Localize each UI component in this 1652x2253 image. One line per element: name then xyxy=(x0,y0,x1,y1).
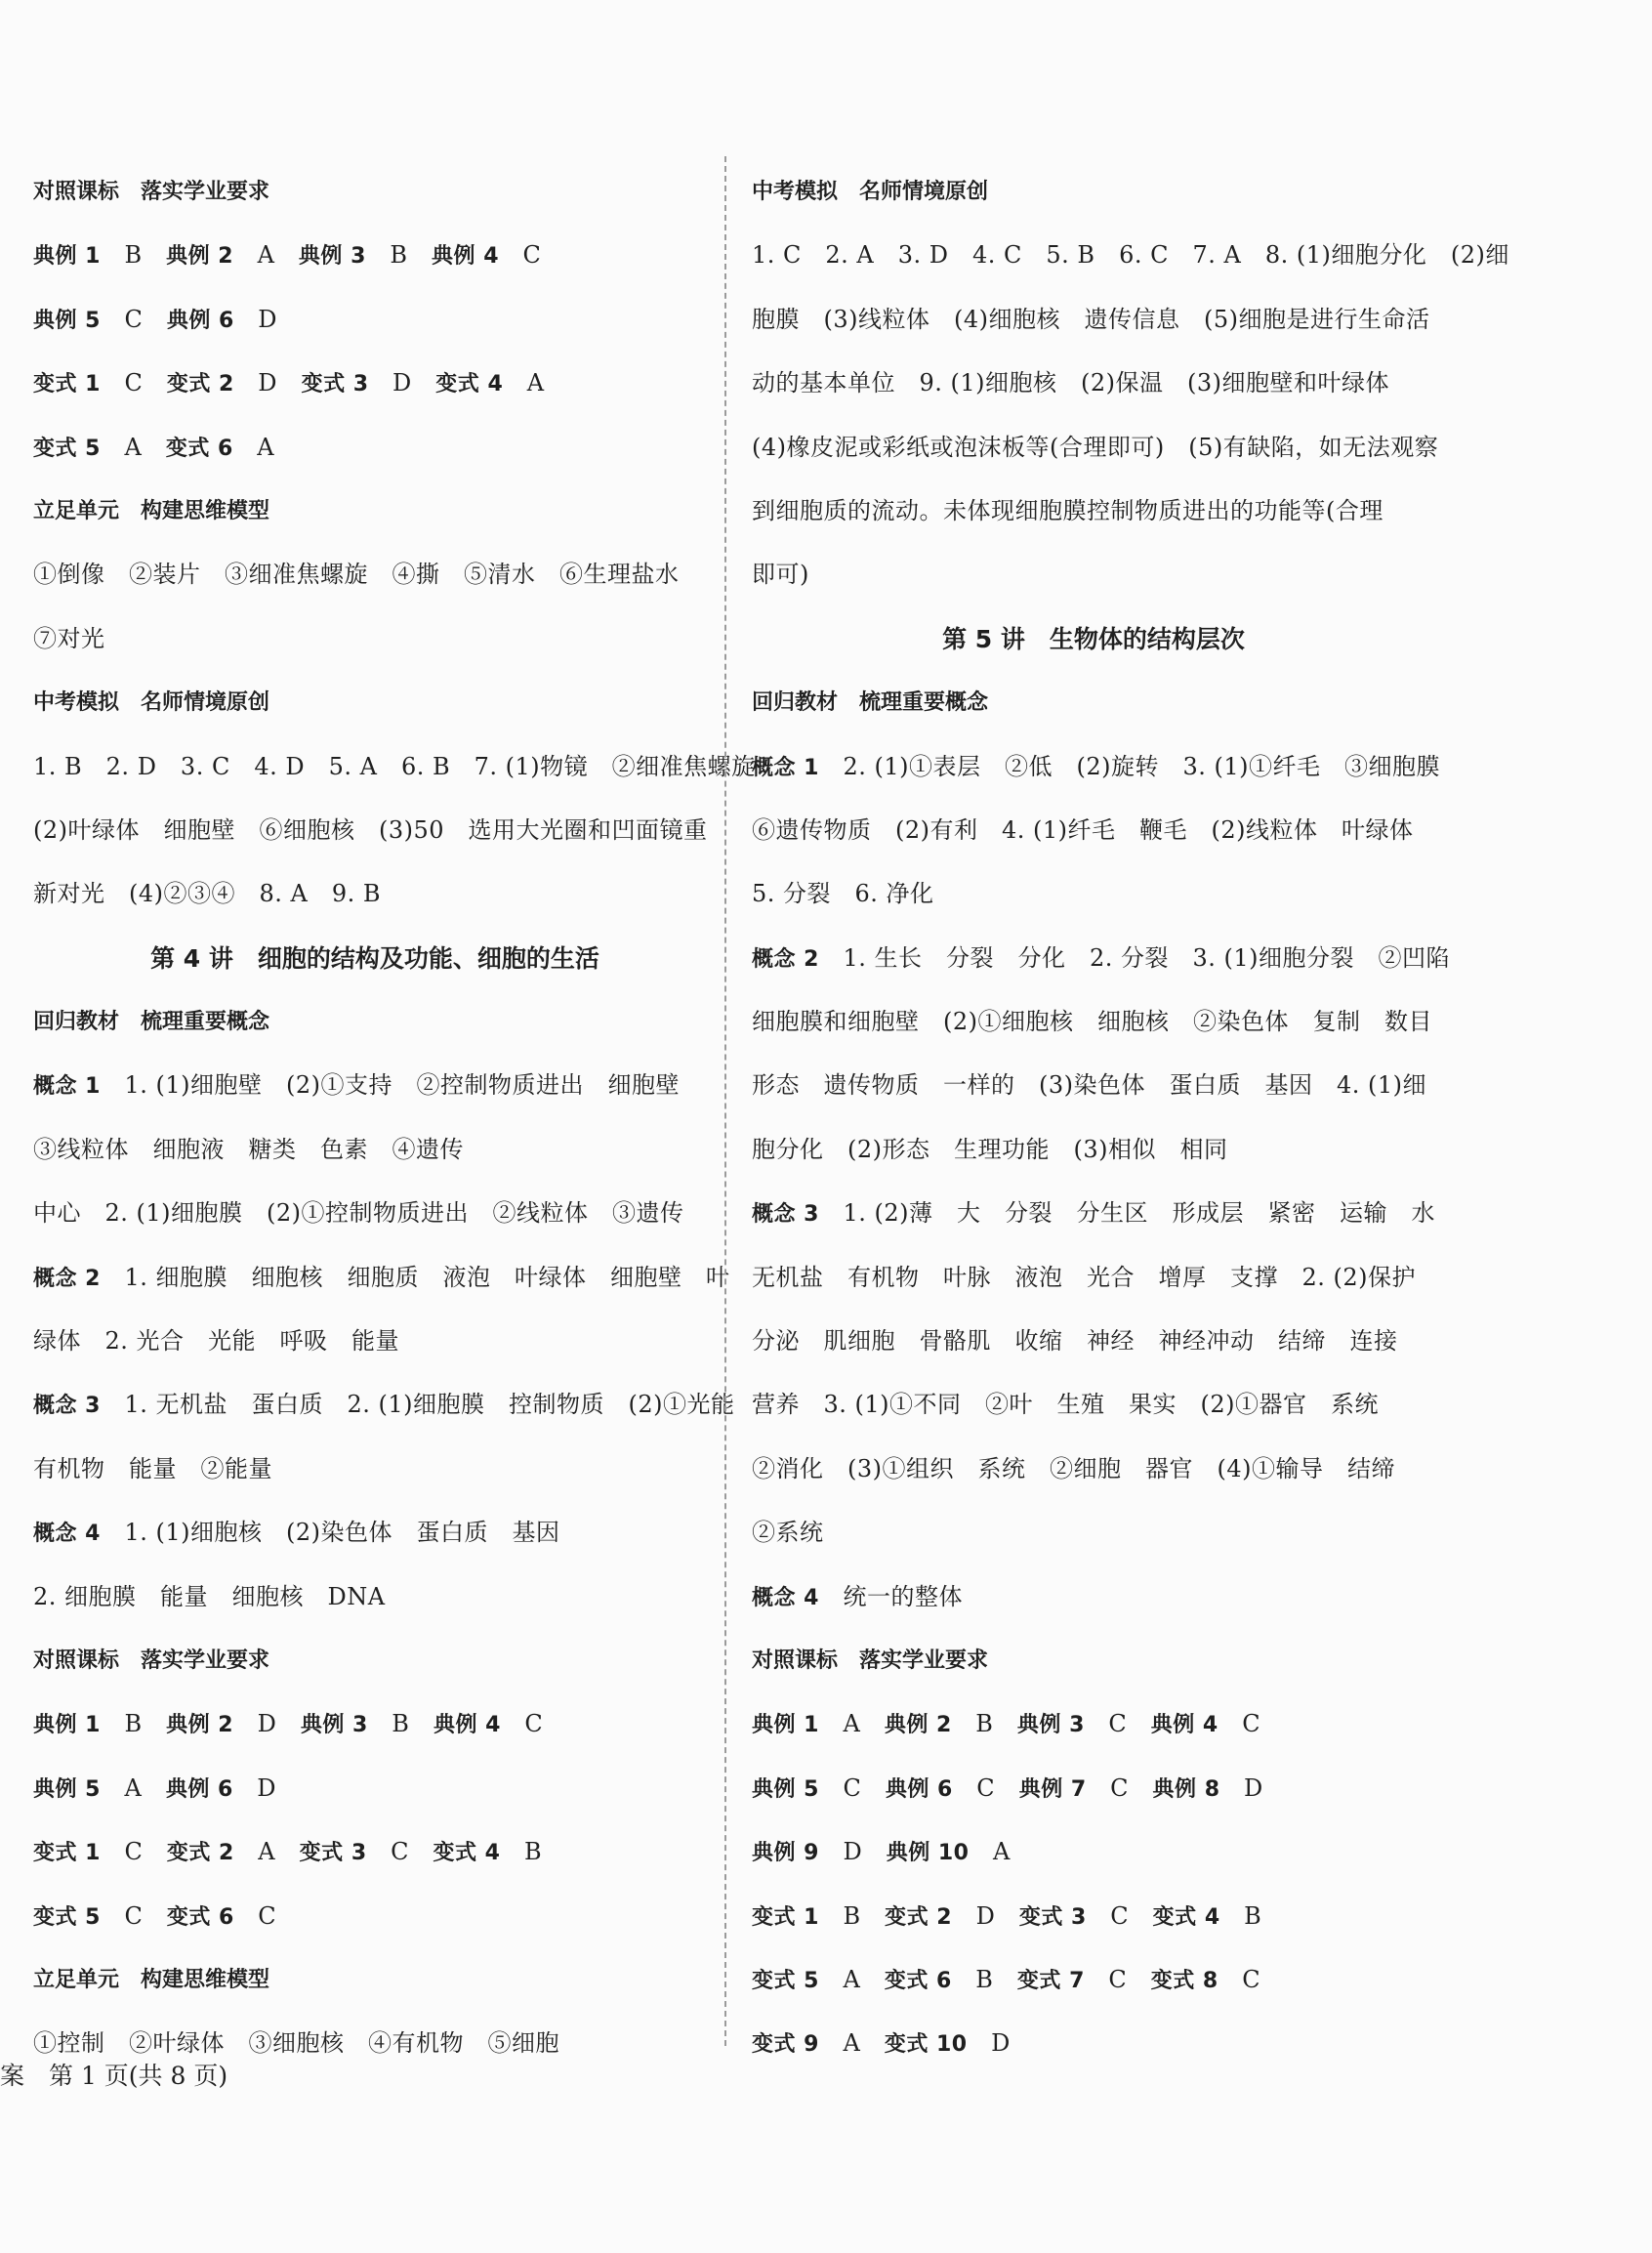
column-divider xyxy=(724,156,726,2046)
section-heading: 回归教材 梳理重要概念 xyxy=(33,1010,270,1035)
answer-line: 典例 1 A 典例 2 B 典例 3 C 典例 4 C xyxy=(752,1710,1261,1738)
answer-line: 动的基本单位 9. (1)细胞核 (2)保温 (3)细胞壁和叶绿体 xyxy=(752,369,1390,397)
answer-line: 有机物 能量 ②能量 xyxy=(33,1454,272,1482)
answer-line: 中心 2. (1)细胞膜 (2)①控制物质进出 ②线粒体 ③遗传 xyxy=(33,1199,684,1228)
answer-line: 胞膜 (3)线粒体 (4)细胞核 遗传信息 (5)细胞是进行生命活 xyxy=(752,305,1430,333)
answer-line: 概念 1 1. (1)细胞壁 (2)①支持 ②控制物质进出 细胞壁 xyxy=(33,1071,680,1100)
answer-line: ②系统 xyxy=(752,1519,824,1547)
chapter-title: 第 4 讲 细胞的结构及功能、细胞的生活 xyxy=(150,943,599,973)
answer-line: 细胞膜和细胞壁 (2)①细胞核 细胞核 ②染色体 复制 数目 xyxy=(752,1008,1432,1036)
answer-line: (2)叶绿体 细胞壁 ⑥细胞核 (3)50 选用大光圈和凹面镜重 xyxy=(33,815,708,844)
page-footer: 案 第 1 页(共 8 页) xyxy=(0,2062,228,2090)
section-heading: 立足单元 构建思维模型 xyxy=(33,1967,270,1992)
answer-line: 典例 5 A 典例 6 D xyxy=(33,1773,277,1802)
answer-line: ⑥遗传物质 (2)有利 4. (1)纤毛 鞭毛 (2)线粒体 叶绿体 xyxy=(752,815,1414,844)
answer-line: 概念 4 统一的整体 xyxy=(752,1582,963,1610)
answer-line: (4)橡皮泥或彩纸或泡沫板等(合理即可) (5)有缺陷，如无法观察 xyxy=(752,433,1439,461)
answer-line: 概念 4 1. (1)细胞核 (2)染色体 蛋白质 基因 xyxy=(33,1519,560,1547)
right-column xyxy=(752,160,1509,2076)
section-heading: 回归教材 梳理重要概念 xyxy=(752,690,989,716)
answer-line: 变式 1 C 变式 2 D 变式 3 D 变式 4 A xyxy=(33,369,545,397)
answer-line: 营养 3. (1)①不同 ②叶 生殖 果实 (2)①器官 系统 xyxy=(752,1391,1380,1419)
answer-line: 典例 9 D 典例 10 A xyxy=(752,1838,1011,1866)
answer-line: 概念 2 1. 细胞膜 细胞核 细胞质 液泡 叶绿体 细胞壁 叶 xyxy=(33,1263,730,1291)
answer-line: 概念 2 1. 生长 分裂 分化 2. 分裂 3. (1)细胞分裂 ②凹陷 xyxy=(752,943,1451,972)
section-heading: 中考模拟 名师情境原创 xyxy=(33,690,270,716)
section-heading: 立足单元 构建思维模型 xyxy=(33,498,270,523)
answer-line: 5. 分裂 6. 净化 xyxy=(752,880,934,908)
section-heading: 对照课标 落实学业要求 xyxy=(33,1648,270,1673)
answer-line: ③线粒体 细胞液 糖类 色素 ④遗传 xyxy=(33,1135,464,1163)
answer-line: 典例 5 C 典例 6 D xyxy=(33,305,278,333)
answer-line: 变式 9 A 变式 10 D xyxy=(752,2029,1011,2058)
answer-line: 典例 1 B 典例 2 D 典例 3 B 典例 4 C xyxy=(33,1710,544,1738)
answer-line: 胞分化 (2)形态 生理功能 (3)相似 相同 xyxy=(752,1135,1228,1163)
section-heading: 中考模拟 名师情境原创 xyxy=(752,180,989,204)
answer-line: 1. C 2. A 3. D 4. C 5. B 6. C 7. A 8. (1)细胞分化 (2)细 xyxy=(752,241,1509,270)
answer-line: 概念 1 2. (1)①表层 ②低 (2)旋转 3. (1)①纤毛 ③细胞膜 xyxy=(752,752,1441,780)
answer-line: 即可) xyxy=(752,561,809,589)
answer-line: 概念 3 1. (2)薄 大 分裂 分生区 形成层 紧密 运输 水 xyxy=(752,1199,1435,1228)
answer-line: ①控制 ②叶绿体 ③细胞核 ④有机物 ⑤细胞 xyxy=(33,2029,559,2058)
section-heading: 对照课标 落实学业要求 xyxy=(752,1648,989,1673)
answer-line: ⑦对光 xyxy=(33,624,105,652)
left-column xyxy=(33,160,756,2076)
answer-line: 分泌 肌细胞 骨骼肌 收缩 神经 神经冲动 结缔 连接 xyxy=(752,1327,1398,1356)
answer-line: 变式 1 B 变式 2 D 变式 3 C 变式 4 B xyxy=(752,1901,1262,1930)
answer-line: 1. B 2. D 3. C 4. D 5. A 6. B 7. (1)物镜 ②细准焦螺旋 xyxy=(33,752,756,780)
answer-line: 新对光 (4)②③④ 8. A 9. B xyxy=(33,880,382,908)
answer-line: 2. 细胞膜 能量 细胞核 DNA xyxy=(33,1582,386,1610)
answer-line: 形态 遗传物质 一样的 (3)染色体 蛋白质 基因 4. (1)细 xyxy=(752,1071,1427,1100)
answer-line: 变式 5 A 变式 6 B 变式 7 C 变式 8 C xyxy=(752,1965,1261,1993)
answer-line: 概念 3 1. 无机盐 蛋白质 2. (1)细胞膜 控制物质 (2)①光能 xyxy=(33,1391,735,1419)
answer-line: ①倒像 ②装片 ③细准焦螺旋 ④撕 ⑤清水 ⑥生理盐水 xyxy=(33,561,680,589)
answer-line: 到细胞质的流动。未体现细胞膜控制物质进出的功能等(合理 xyxy=(752,496,1384,524)
answer-line: ②消化 (3)①组织 系统 ②细胞 器官 (4)①输导 结缔 xyxy=(752,1454,1395,1482)
answer-line: 无机盐 有机物 叶脉 液泡 光合 增厚 支撑 2. (2)保护 xyxy=(752,1263,1417,1291)
chapter-title: 第 5 讲 生物体的结构层次 xyxy=(942,624,1245,653)
section-heading: 对照课标 落实学业要求 xyxy=(33,180,270,204)
answer-line: 绿体 2. 光合 光能 呼吸 能量 xyxy=(33,1327,400,1356)
answer-line: 变式 5 A 变式 6 A xyxy=(33,433,275,461)
answer-line: 典例 5 C 典例 6 C 典例 7 C 典例 8 D xyxy=(752,1773,1263,1802)
answer-line: 典例 1 B 典例 2 A 典例 3 B 典例 4 C xyxy=(33,241,542,270)
answer-line: 变式 1 C 变式 2 A 变式 3 C 变式 4 B xyxy=(33,1838,543,1866)
answer-line: 变式 5 C 变式 6 C xyxy=(33,1901,277,1930)
